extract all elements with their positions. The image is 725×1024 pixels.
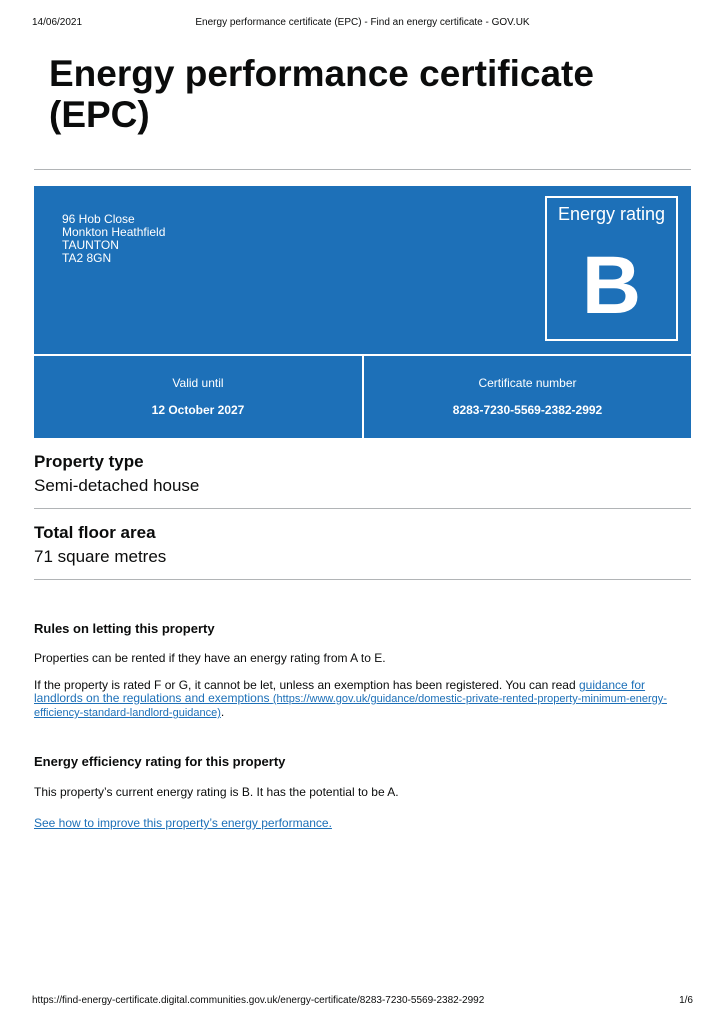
address-line-2: Monkton Heathfield xyxy=(62,225,166,239)
valid-until-value: 12 October 2027 xyxy=(151,403,245,417)
address-line-3: TAUNTON xyxy=(62,238,119,252)
address-line-4: TA2 8GN xyxy=(62,251,112,265)
valid-until-cell xyxy=(34,356,362,438)
letting-rules-text: Properties can be rented if they have an energy rating from A to E. xyxy=(34,651,386,665)
energy-rating-letter: B xyxy=(581,240,642,331)
certificate-number-label: Certificate number xyxy=(478,376,577,390)
certificate-number-cell xyxy=(364,356,691,438)
divider xyxy=(34,169,691,170)
print-date: 14/06/2021 xyxy=(32,17,83,28)
letting-rules-heading: Rules on letting this property xyxy=(34,621,215,636)
divider xyxy=(34,508,691,509)
page-title: Energy performance certificate (EPC) xyxy=(49,53,594,135)
floor-area-label: Total floor area xyxy=(34,523,156,542)
efficiency-heading: Energy efficiency rating for this property xyxy=(34,754,286,769)
property-type-value: Semi-detached house xyxy=(34,476,200,495)
guidance-link-url: (https://www.gov.uk/guidance/domestic-private-rented-property-minimum-energy-efficiency-standard-landlord-guidance) xyxy=(34,693,667,719)
print-page-title: Energy performance certificate (EPC) - Find an energy certificate - GOV.UK xyxy=(195,17,530,28)
floor-area-value: 71 square metres xyxy=(34,547,167,566)
guidance-link-text: guidance for landlords on the regulations and exemptions xyxy=(34,678,646,705)
divider xyxy=(34,579,691,580)
valid-until-label: Valid until xyxy=(172,376,224,390)
exemption-text-prefix: If the property is rated F or G, it cannot be let, unless an exemption has been registered. You can read xyxy=(34,678,579,692)
print-header xyxy=(32,17,693,31)
efficiency-text: This property’s current energy rating is B. It has the potential to be A. xyxy=(34,785,399,799)
property-address xyxy=(62,213,165,265)
certificate-number-value: 8283-7230-5569-2382-2992 xyxy=(452,403,603,417)
letting-exemption-text xyxy=(34,679,694,720)
energy-rating-box xyxy=(545,196,678,341)
certificate-summary-box xyxy=(34,186,691,438)
print-url: https://find-energy-certificate.digital.communities.gov.uk/energy-certificate/8283-7230-5569-2382-2992 xyxy=(32,995,485,1006)
print-footer xyxy=(32,995,693,1009)
property-type-label: Property type xyxy=(34,452,144,471)
address-line-1: 96 Hob Close xyxy=(62,212,135,226)
improve-performance-link[interactable]: See how to improve this property’s energy performance. xyxy=(34,816,332,830)
improve-link-paragraph xyxy=(34,817,694,830)
page-number: 1/6 xyxy=(679,995,693,1006)
energy-rating-label: Energy rating xyxy=(557,204,666,224)
exemption-text-suffix: . xyxy=(220,705,225,719)
